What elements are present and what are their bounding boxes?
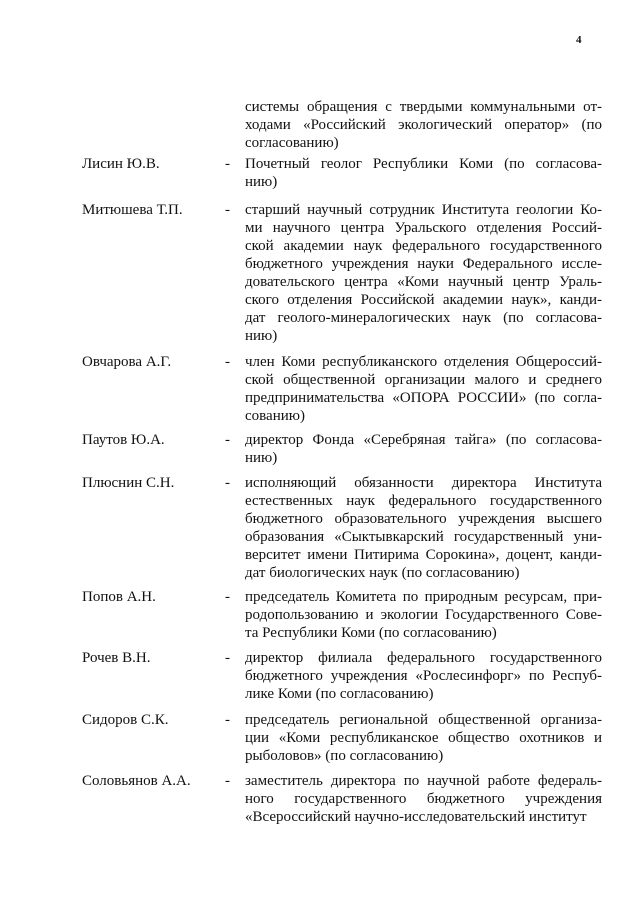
text-line: та Республики Коми (по согласованию) — [245, 625, 497, 641]
text-line: старший научный сотрудник Института геологии Ко- — [245, 202, 602, 218]
member-description — [245, 431, 602, 467]
text-line: ской академии наук федерального государственного — [245, 238, 602, 254]
text-line: исполняющий обязанности директора Института — [245, 475, 602, 491]
text-line: нию) — [245, 450, 278, 466]
text-line: бюджетного учреждения науки Федерального иссле- — [245, 256, 602, 272]
text-line: бюджетного образовательного учреждения высшего — [245, 511, 602, 527]
text-line: ходами «Российский экологический оператор» (по — [245, 117, 602, 133]
page-number: 4 — [576, 34, 582, 46]
member-name: Попов А.Н. — [82, 589, 156, 605]
text-line: дат геолого-минералогических наук (по согласова- — [245, 310, 602, 326]
text-line: образования «Сыктывкарский государственный уни- — [245, 529, 602, 545]
dash-separator: - — [225, 202, 230, 218]
text-line: председатель региональной общественной организа- — [245, 712, 602, 728]
text-line: верситет имени Питирима Сорокина», доцент, канди- — [245, 547, 602, 563]
member-name: Соловьянов А.А. — [82, 773, 191, 789]
member-name: Рочев В.Н. — [82, 650, 151, 666]
text-line: ного государственного бюджетного учреждения — [245, 791, 602, 807]
text-line: ции «Коми республиканское общество охотников и — [245, 730, 602, 746]
text-line: системы обращения с твердыми коммунальными от- — [245, 99, 602, 115]
member-name: Лисин Ю.В. — [82, 156, 160, 172]
text-line: согласованию) — [245, 135, 339, 151]
member-name: Митюшева Т.П. — [82, 202, 183, 218]
member-description — [245, 711, 602, 765]
text-line: Почетный геолог Республики Коми (по согласова- — [245, 156, 602, 172]
member-description — [245, 201, 602, 345]
dash-separator: - — [225, 156, 230, 172]
text-line: председатель Комитета по природным ресурсам, при- — [245, 589, 602, 605]
dash-separator: - — [225, 712, 230, 728]
member-description — [245, 772, 602, 826]
member-name: Сидоров С.К. — [82, 712, 169, 728]
text-line: член Коми республиканского отделения Общероссий- — [245, 354, 602, 370]
member-name: Плюснин С.Н. — [82, 475, 175, 491]
text-line: директор Фонда «Серебряная тайга» (по согласова- — [245, 432, 602, 448]
text-line: рыболовов» (по согласованию) — [245, 748, 444, 764]
text-line: директор филиала федерального государственного — [245, 650, 602, 666]
member-description — [245, 353, 602, 425]
text-line: родопользованию и экологии Государственного Сове- — [245, 607, 602, 623]
text-line: нию) — [245, 328, 278, 344]
dash-separator: - — [225, 589, 230, 605]
text-line: бюджетного учреждения «Рослесинфорг» по Респуб- — [245, 668, 602, 684]
member-description — [245, 588, 602, 642]
dash-separator: - — [225, 773, 230, 789]
text-line: дат биологических наук (по согласованию) — [245, 565, 520, 581]
text-line: довательского центра «Коми научный центр Ураль- — [245, 274, 602, 290]
dash-separator: - — [225, 650, 230, 666]
text-line: сованию) — [245, 408, 305, 424]
dash-separator: - — [225, 475, 230, 491]
text-line: нию) — [245, 174, 278, 190]
text-line: ской общественной организации малого и среднего — [245, 372, 602, 388]
text-line: ми научного центра Уральского отделения Россий- — [245, 220, 602, 236]
member-description — [245, 649, 602, 703]
text-line: заместитель директора по научной работе федераль- — [245, 773, 602, 789]
dash-separator: - — [225, 432, 230, 448]
text-line: предпринимательства «ОПОРА РОССИИ» (по согла- — [245, 390, 602, 406]
text-line: лике Коми (по согласованию) — [245, 686, 434, 702]
dash-separator: - — [225, 354, 230, 370]
member-name: Овчарова А.Г. — [82, 354, 172, 370]
text-line: «Всероссийский научно-исследовательский институт — [245, 809, 587, 825]
member-description — [245, 155, 602, 191]
text-line: ского отделения Российской академии наук», канди- — [245, 292, 602, 308]
text-line: естественных наук федерального государственного — [245, 493, 602, 509]
member-name: Паутов Ю.А. — [82, 432, 165, 448]
member-description — [245, 474, 602, 582]
continuation-text — [245, 98, 602, 152]
